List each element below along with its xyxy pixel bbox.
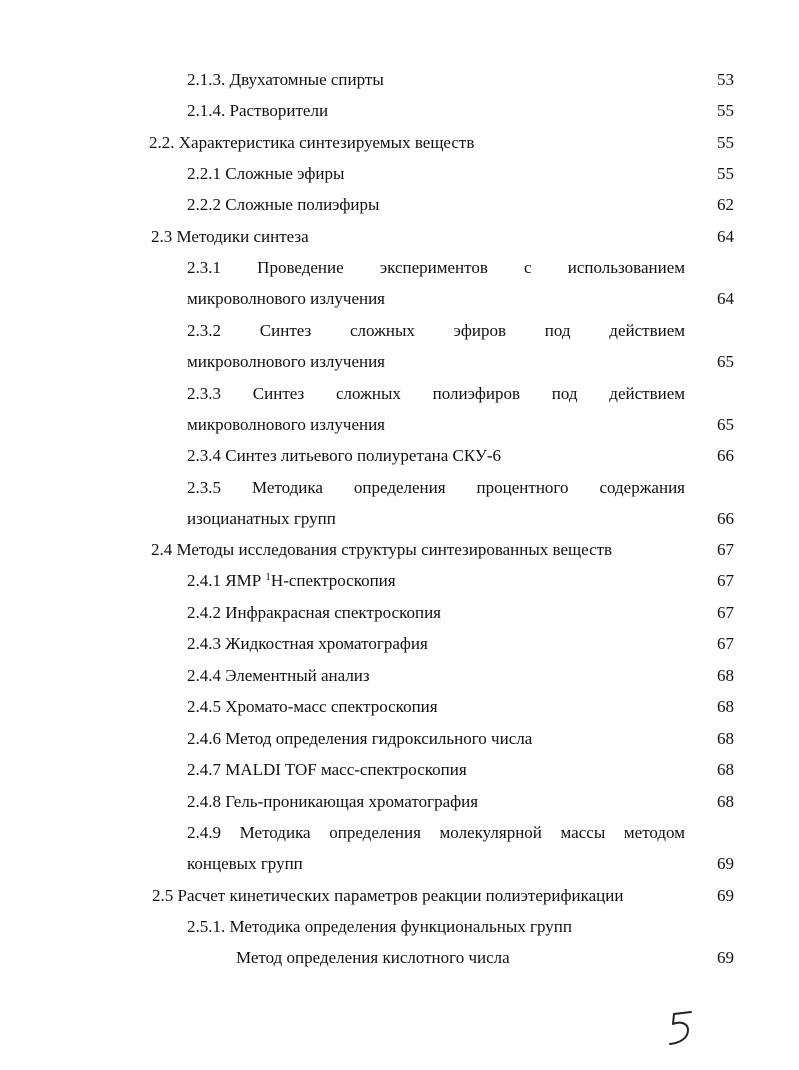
toc-page-number: 68 bbox=[717, 697, 734, 716]
toc-page-number: 65 bbox=[717, 415, 734, 434]
toc-entry-2-1-4: 2.1.4. Растворители bbox=[187, 101, 329, 120]
toc-entry-2-3-3-line1: 2.3.3 Синтез сложных полиэфиров под действием bbox=[187, 384, 685, 403]
toc-entry-2-2: 2.2. Характеристика синтезируемых веществ bbox=[149, 133, 475, 152]
handwritten-page-number-five bbox=[664, 1008, 698, 1048]
toc-page-number: 69 bbox=[717, 948, 734, 967]
toc-page-number: 66 bbox=[717, 509, 734, 528]
toc-page-number: 67 bbox=[717, 540, 734, 559]
toc-entry-2-3: 2.3 Методики синтеза bbox=[151, 227, 309, 246]
toc-entry-2-3-2-line1: 2.3.2 Синтез сложных эфиров под действием bbox=[187, 321, 685, 340]
toc-page-number: 67 bbox=[717, 571, 734, 590]
toc-page-number: 68 bbox=[717, 760, 734, 779]
toc-page-number: 69 bbox=[717, 886, 734, 905]
toc-page-number: 68 bbox=[717, 666, 734, 685]
toc-entry-2-4-9-line2: концевых групп bbox=[187, 854, 303, 873]
toc-entry-2-4-9-line1: 2.4.9 Методика определения молекулярной массы методом bbox=[187, 823, 685, 842]
toc-entry-2-4-8: 2.4.8 Гель-проникающая хроматография bbox=[187, 792, 479, 811]
toc-entry-2-2-2: 2.2.2 Сложные полиэфиры bbox=[187, 195, 380, 214]
toc-entry-2-4-7: 2.4.7 MALDI TOF масс-спектроскопия bbox=[187, 760, 467, 779]
toc-page-number: 55 bbox=[717, 101, 734, 120]
toc-page-number: 67 bbox=[717, 634, 734, 653]
toc-entry-acid-number-method: Метод определения кислотного числа bbox=[236, 948, 510, 967]
toc-page-number: 66 bbox=[717, 446, 734, 465]
toc-entry-2-3-1-line1: 2.3.1 Проведение экспериментов с использованием bbox=[187, 258, 685, 277]
toc-entry-2-3-4: 2.3.4 Синтез литьевого полиуретана СКУ-6 bbox=[187, 446, 502, 465]
toc-page-number: 64 bbox=[717, 227, 734, 246]
toc-entry-2-3-5-line2: изоцианатных групп bbox=[187, 509, 336, 528]
toc-entry-2-4-6: 2.4.6 Метод определения гидроксильного числа bbox=[187, 729, 533, 748]
toc-page-number: 67 bbox=[717, 603, 734, 622]
toc-entry-2-3-1-line2: микроволнового излучения bbox=[187, 289, 385, 308]
toc-entry-2-4-3: 2.4.3 Жидкостная хроматография bbox=[187, 634, 428, 653]
toc-entry-2-2-1: 2.2.1 Сложные эфиры bbox=[187, 164, 345, 183]
toc-entry-2-3-2-line2: микроволнового излучения bbox=[187, 352, 385, 371]
toc-page-number: 65 bbox=[717, 352, 734, 371]
toc-page-number: 53 bbox=[717, 70, 734, 89]
toc-entry-2-4-4: 2.4.4 Элементный анализ bbox=[187, 666, 370, 685]
toc-entry-2-4-1-prefix: 2.4.1 ЯМР bbox=[187, 571, 266, 590]
toc-entry-2-5: 2.5 Расчет кинетических параметров реакции полиэтерификации bbox=[152, 886, 624, 905]
toc-page-number: 55 bbox=[717, 133, 734, 152]
toc-page-number: 68 bbox=[717, 729, 734, 748]
toc-page-number: 64 bbox=[717, 289, 734, 308]
toc-entry-2-3-5-line1: 2.3.5 Методика определения процентного содержания bbox=[187, 478, 685, 497]
toc-entry-2-4-2: 2.4.2 Инфракрасная спектроскопия bbox=[187, 603, 441, 622]
toc-entry-2-4-5: 2.4.5 Хромато-масс спектроскопия bbox=[187, 697, 438, 716]
toc-entry-2-1-3: 2.1.3. Двухатомные спирты bbox=[187, 70, 384, 89]
toc-entry-2-4-1 bbox=[187, 571, 396, 591]
toc-entry-2-5-1: 2.5.1. Методика определения функциональных групп bbox=[187, 917, 572, 936]
toc-entry-2-4: 2.4 Методы исследования структуры синтезированных веществ bbox=[151, 540, 613, 559]
superscript-1: 1 bbox=[265, 571, 271, 583]
toc-page-number: 69 bbox=[717, 854, 734, 873]
toc-entry-2-3-3-line2: микроволнового излучения bbox=[187, 415, 385, 434]
toc-entry-2-4-1-suffix: H-спектроскопия bbox=[270, 571, 396, 590]
toc-page-number: 68 bbox=[717, 792, 734, 811]
toc-page-number: 62 bbox=[717, 195, 734, 214]
toc-page-number: 55 bbox=[717, 164, 734, 183]
